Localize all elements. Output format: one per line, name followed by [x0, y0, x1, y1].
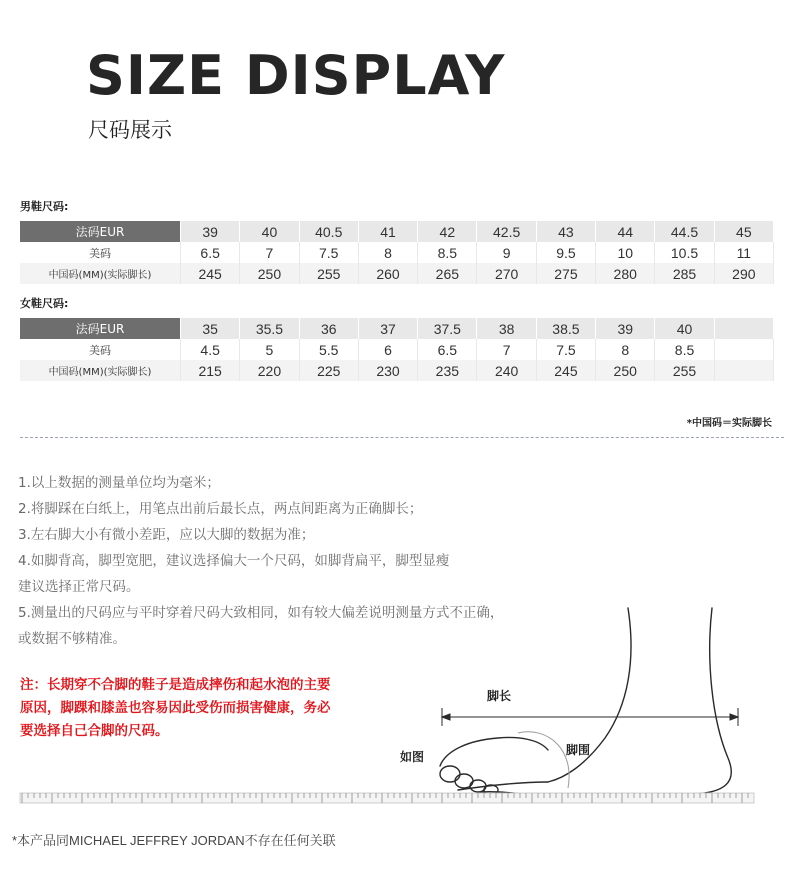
table-cell: 36 — [299, 318, 358, 339]
table-cell: 245 — [536, 360, 595, 381]
row-header: 美码 — [20, 242, 181, 263]
row-header: 美码 — [20, 339, 181, 360]
instruction-line: 4.如脚背高，脚型宽肥，建议选择偏大一个尺码，如脚背扁平，脚型显瘦 — [18, 553, 450, 569]
table-row — [20, 221, 774, 242]
ruler — [20, 793, 754, 803]
table-cell: 38 — [477, 318, 536, 339]
table-cell: 45 — [714, 221, 773, 242]
table-cell: 290 — [714, 263, 773, 284]
instruction-line: 2.将脚踩在白纸上，用笔点出前后最长点，两点间距离为正确脚长； — [18, 501, 423, 517]
table-cell: 285 — [655, 263, 714, 284]
table-cell: 37.5 — [418, 318, 477, 339]
table-cell: 8.5 — [655, 339, 714, 360]
table-cell: 42.5 — [477, 221, 536, 242]
table-cell: 240 — [477, 360, 536, 381]
table-cell: 10 — [596, 242, 655, 263]
instruction-line: 3.左右脚大小有微小差距，应以大脚的数据为准； — [18, 527, 315, 543]
instruction-line: 5.测量出的尺码应与平时穿着尺码大致相同，如有较大偏差说明测量方式不正确， — [18, 605, 504, 621]
table-cell: 7 — [477, 339, 536, 360]
table-cell: 255 — [655, 360, 714, 381]
size-note: *中国码＝实际脚长 — [686, 418, 772, 429]
table-cell: 6.5 — [181, 242, 240, 263]
table-cell: 7 — [240, 242, 299, 263]
table-cell: 215 — [181, 360, 240, 381]
table-row — [20, 263, 774, 284]
table-cell — [714, 339, 773, 360]
table-cell: 40.5 — [299, 221, 358, 242]
table-cell — [714, 360, 773, 381]
table-cell: 275 — [536, 263, 595, 284]
table-cell: 8 — [358, 242, 417, 263]
table-cell: 4.5 — [181, 339, 240, 360]
row-header: 中国码(MM)(实际脚长) — [20, 360, 181, 381]
table-cell: 270 — [477, 263, 536, 284]
table-row — [20, 318, 774, 339]
table-cell: 39 — [181, 221, 240, 242]
table-cell: 235 — [418, 360, 477, 381]
table-row — [20, 339, 774, 360]
girth-label: 脚围 — [566, 743, 591, 757]
table-cell: 5.5 — [299, 339, 358, 360]
health-warning — [20, 674, 331, 743]
table-cell: 8.5 — [418, 242, 477, 263]
table-cell: 44.5 — [655, 221, 714, 242]
table-cell: 220 — [240, 360, 299, 381]
table-cell: 10.5 — [655, 242, 714, 263]
page-subtitle: 尺码展示 — [88, 118, 172, 142]
table-cell: 44 — [596, 221, 655, 242]
table-cell: 230 — [358, 360, 417, 381]
table-cell: 43 — [536, 221, 595, 242]
row-header: 法码EUR — [20, 221, 181, 242]
table-cell: 250 — [596, 360, 655, 381]
page-title: SIZE DISPLAY — [86, 44, 506, 107]
table-cell: 39 — [596, 318, 655, 339]
table-row — [20, 360, 774, 381]
table-cell: 7.5 — [299, 242, 358, 263]
table-cell: 9.5 — [536, 242, 595, 263]
table-cell: 37 — [358, 318, 417, 339]
warning-line: 原因，脚踝和膝盖也容易因此受伤而损害健康，务必 — [20, 700, 331, 716]
instruction-line: 建议选择正常尺码。 — [18, 579, 140, 595]
women-size-table — [20, 318, 774, 381]
foot-outline-icon — [440, 608, 731, 796]
as-shown-label: 如图 — [400, 750, 425, 764]
table-cell: 250 — [240, 263, 299, 284]
girth-curve — [518, 732, 569, 788]
women-size-label: 女鞋尺码: — [20, 297, 69, 310]
table-cell: 6.5 — [418, 339, 477, 360]
men-size-label: 男鞋尺码: — [20, 200, 69, 213]
warning-line: 注：长期穿不合脚的鞋子是造成摔伤和起水泡的主要 — [20, 677, 331, 693]
foot-length-label: 脚长 — [487, 689, 512, 703]
row-header: 中国码(MM)(实际脚长) — [20, 263, 181, 284]
table-cell: 11 — [714, 242, 773, 263]
row-header: 法码EUR — [20, 318, 181, 339]
table-row — [20, 242, 774, 263]
table-cell: 38.5 — [536, 318, 595, 339]
instruction-line: 1.以上数据的测量单位均为毫米； — [18, 475, 220, 491]
table-cell: 5 — [240, 339, 299, 360]
men-size-table — [20, 221, 774, 284]
warning-line: 要选择自己合脚的尺码。 — [20, 723, 169, 739]
table-cell: 245 — [181, 263, 240, 284]
table-cell: 40 — [655, 318, 714, 339]
table-cell: 35.5 — [240, 318, 299, 339]
table-cell — [714, 318, 773, 339]
table-cell: 260 — [358, 263, 417, 284]
table-cell: 6 — [358, 339, 417, 360]
section-divider — [20, 437, 784, 438]
foot-length-arrow — [442, 708, 738, 726]
table-cell: 42 — [418, 221, 477, 242]
table-cell: 8 — [596, 339, 655, 360]
table-cell: 35 — [181, 318, 240, 339]
brand-disclaimer: *本产品同MICHAEL JEFFREY JORDAN不存在任何关联 — [12, 833, 336, 848]
table-cell: 40 — [240, 221, 299, 242]
table-cell: 7.5 — [536, 339, 595, 360]
table-cell: 225 — [299, 360, 358, 381]
table-cell: 280 — [596, 263, 655, 284]
table-cell: 255 — [299, 263, 358, 284]
table-cell: 265 — [418, 263, 477, 284]
instruction-line: 或数据不够精准。 — [18, 631, 126, 647]
table-cell: 9 — [477, 242, 536, 263]
table-cell: 41 — [358, 221, 417, 242]
